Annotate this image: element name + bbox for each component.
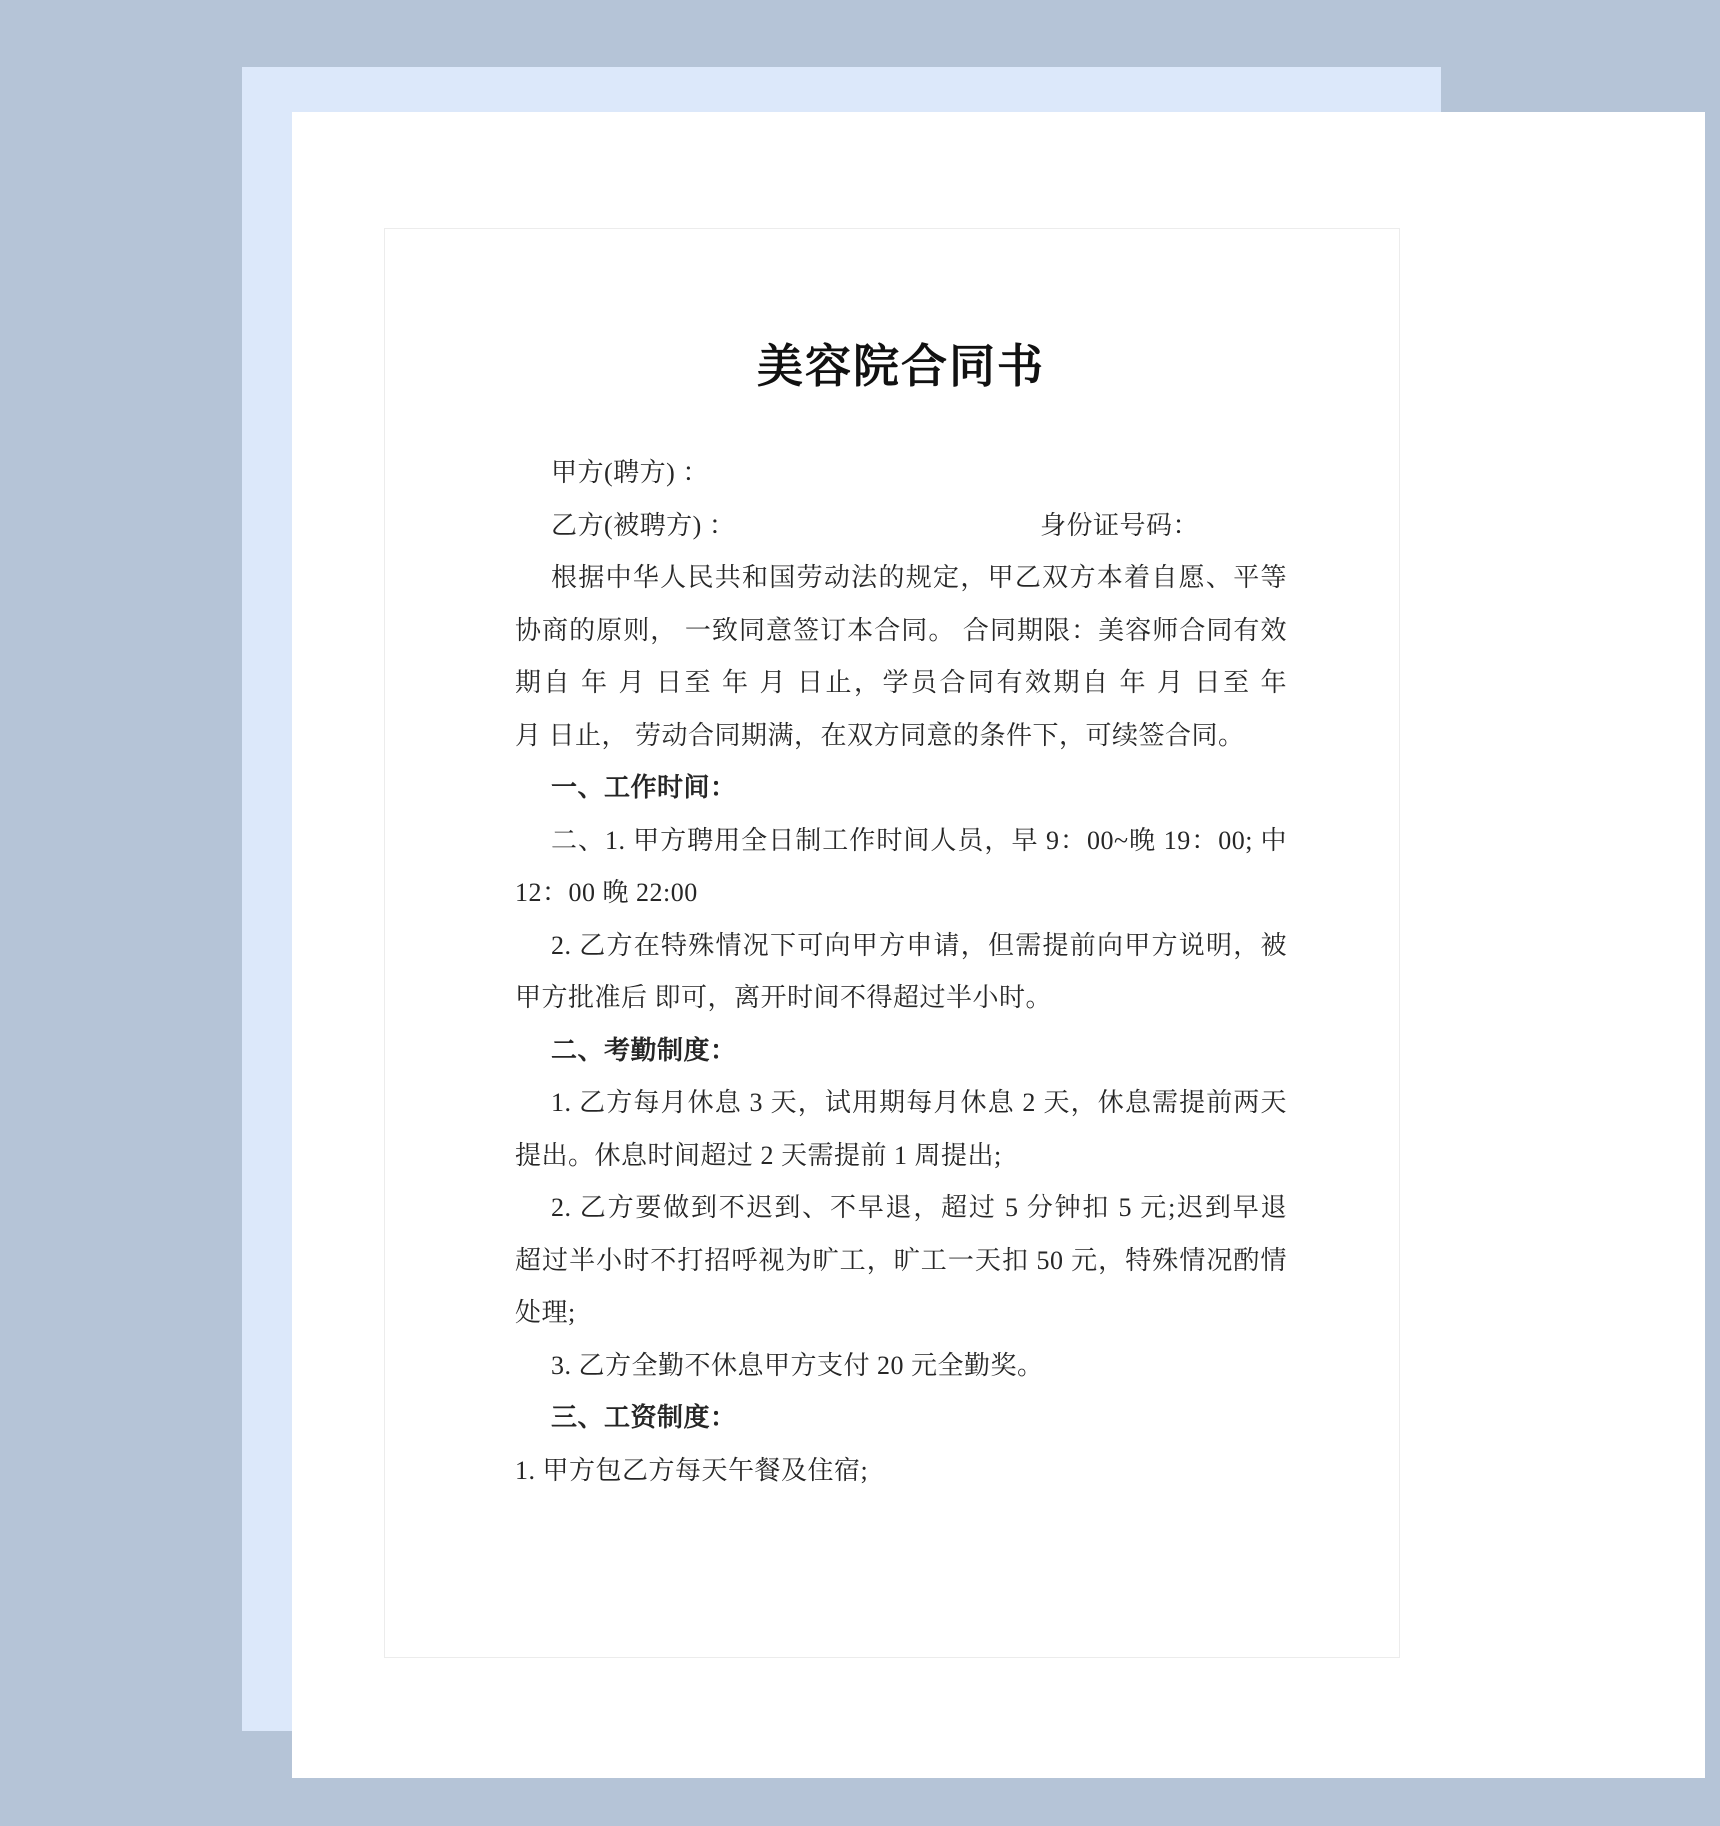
contract-line: 乙方(被聘方) ： 身份证号码：	[515, 500, 1287, 553]
contract-line: 12：00 晚 22:00	[515, 878, 698, 907]
contract-line: 甲方批准后 即可，离开时间不得超过半小时。	[515, 983, 1053, 1012]
contract-line: 三、工资制度：	[551, 1403, 737, 1432]
contract-line: 2. 乙方要做到不迟到、不早退，超过 5 分钟扣 5 元;迟到早退	[551, 1193, 1287, 1222]
contract-line: 2. 乙方在特殊情况下可向甲方申请，但需提前向甲方说明，被	[551, 930, 1287, 960]
contract-line: 甲方(聘方) ：	[551, 458, 709, 487]
contract-line: 超过半小时不打招呼视为旷工，旷工一天扣 50 元，特殊情况酌情	[515, 1245, 1287, 1275]
contract-line: 提出。休息时间超过 2 天需提前 1 周提出;	[515, 1140, 1002, 1170]
id-number-label: 身份证号码：	[1040, 510, 1200, 540]
document-page	[292, 112, 1705, 1778]
contract-line: 二、考勤制度：	[551, 1035, 737, 1065]
contract-line: 协商的原则， 一致同意签订本合同。 合同期限：美容师合同有效	[515, 615, 1287, 645]
contract-lines	[515, 447, 1287, 1497]
contract-line: 1. 乙方每月休息 3 天，试用期每月休息 2 天，休息需提前两天	[551, 1088, 1287, 1117]
contract-line: 期自 年 月 日至 年 月 日止，学员合同有效期自 年 月 日至 年	[515, 668, 1287, 697]
contract-line: 月 日止， 劳动合同期满，在双方同意的条件下，可续签合同。	[515, 720, 1245, 750]
contract-line: 处理;	[515, 1298, 576, 1327]
contract-body	[515, 337, 1287, 1497]
contract-line: 一、工作时间：	[551, 773, 737, 802]
contract-line: 3. 乙方全勤不休息甲方支付 20 元全勤奖。	[551, 1350, 1044, 1380]
contract-line: 二、1. 甲方聘用全日制工作时间人员，早 9：00~晚 19：00; 中	[551, 825, 1287, 855]
contract-line: 1. 甲方包乙方每天午餐及住宿;	[515, 1455, 869, 1485]
contract-line: 根据中华人民共和国劳动法的规定，甲乙双方本着自愿、平等	[551, 563, 1287, 592]
document-title: 美容院合同书	[757, 341, 1045, 392]
